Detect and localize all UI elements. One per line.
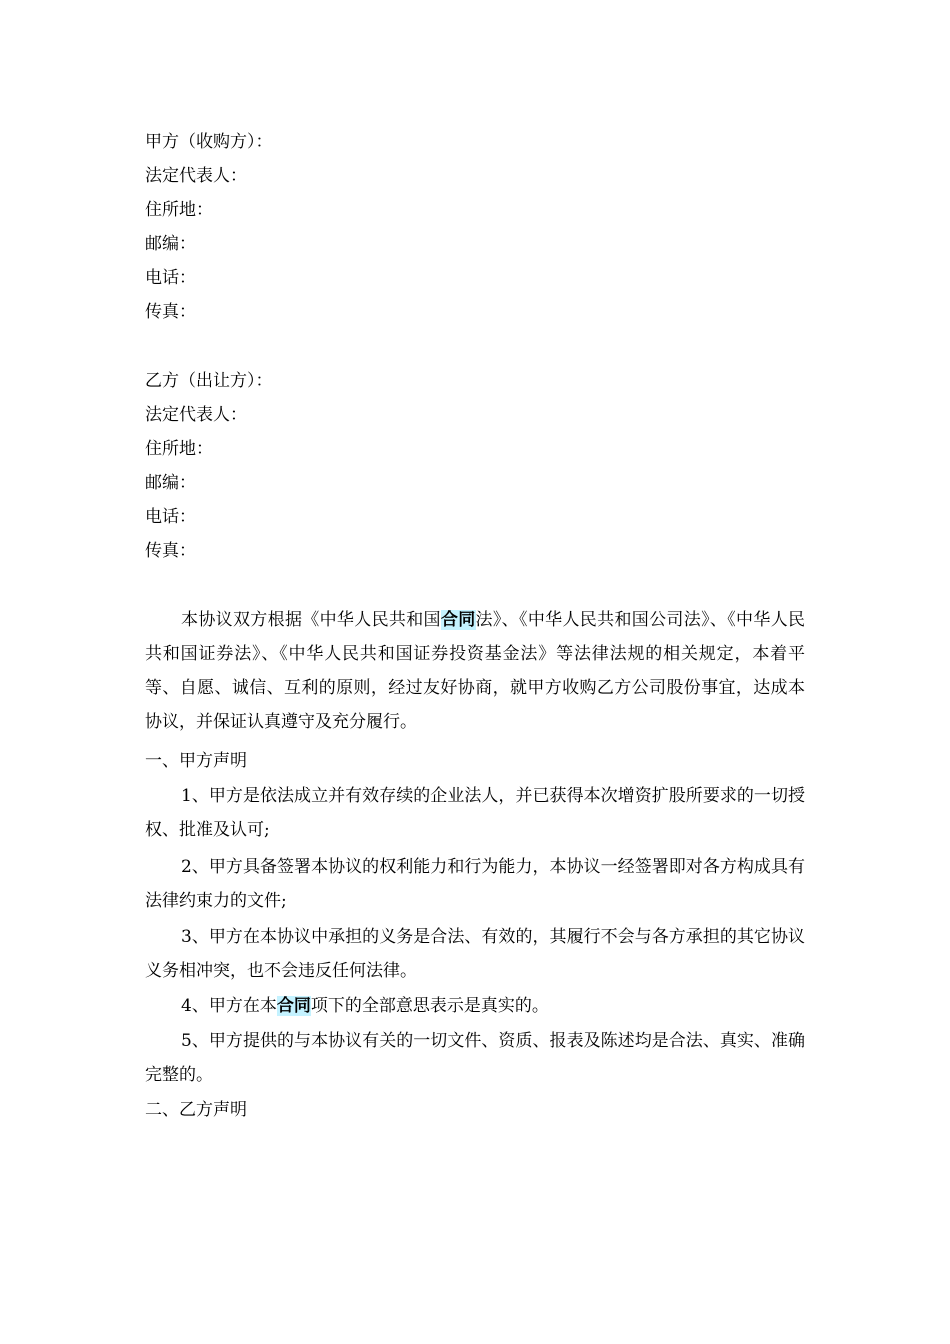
highlight-keyword: 合同	[276, 996, 311, 1016]
party-a-fax: 传真：	[145, 302, 196, 322]
party-b-legal-rep: 法定代表人：	[145, 405, 247, 425]
party-b-postcode: 邮编：	[145, 473, 196, 493]
party-a-address: 住所地：	[145, 200, 213, 220]
section2-heading: 二、乙方声明	[145, 1100, 247, 1120]
party-b-phone: 电话：	[145, 507, 196, 527]
item4-text-start: 4、甲方在本	[181, 996, 277, 1016]
party-b-title: 乙方（出让方）：	[145, 371, 273, 391]
preamble-paragraph	[145, 603, 805, 739]
preamble-text-start: 本协议双方根据《中华人民共和国	[181, 610, 441, 630]
party-a-phone: 电话：	[145, 268, 196, 288]
section1-item-2: 2、甲方具备签署本协议的权利能力和行为能力，本协议一经签署即对各方构成具有法律约束力的文件;	[145, 857, 805, 911]
item4-text-rest: 项下的全部意思表示是真实的。	[310, 996, 549, 1016]
party-a-legal-rep: 法定代表人：	[145, 166, 247, 186]
party-a-title: 甲方（收购方）：	[145, 132, 273, 152]
party-b-fax: 传真：	[145, 541, 196, 561]
party-b-address: 住所地：	[145, 439, 213, 459]
section1-heading: 一、甲方声明	[145, 751, 247, 771]
section1-item-4	[145, 989, 805, 1023]
highlight-keyword: 合同	[440, 610, 476, 630]
section1-item-3: 3、甲方在本协议中承担的义务是合法、有效的，其履行不会与各方承担的其它协议义务相冲突，也不会违反任何法律。	[145, 927, 805, 981]
section1-item-1: 1、甲方是依法成立并有效存续的企业法人，并已获得本次增资扩股所要求的一切授权、批准及认可;	[145, 786, 805, 840]
section1-item-5: 5、甲方提供的与本协议有关的一切文件、资质、报表及陈述均是合法、真实、准确完整的。	[145, 1031, 805, 1085]
preamble-text-rest: 法》、《中华人民共和国公司法》、《中华人民共和国证券法》、《中华人民共和国证券投资基金法》等法律法规的相关规定，本着平等、自愿、诚信、互利的原则，经过友好协商，就甲方收购乙方公司股份事宜，达成本协议，并保证认真遵守及充分履行。	[145, 610, 806, 732]
party-a-postcode: 邮编：	[145, 234, 196, 254]
